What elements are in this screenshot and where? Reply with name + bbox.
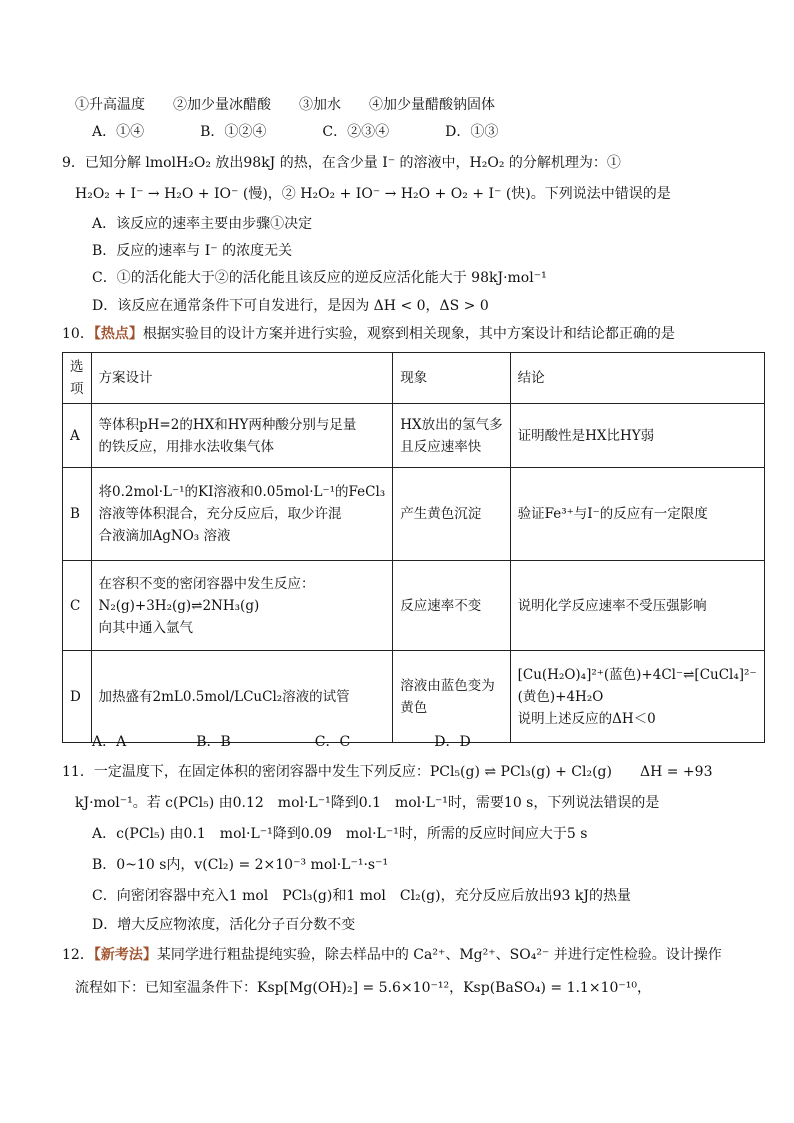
q11-option-c: C．向密闭容器中充入1 mol PCl₃(g)和1 mol Cl₂(g)，充分反应后放出93 kJ的热量 [92, 888, 631, 904]
row-c-conclusion-line: 说明化学反应速率不受压强影响 [517, 597, 707, 614]
row-a-conclusion [510, 404, 764, 468]
row-d-design [91, 651, 393, 743]
header-conclusion: 结论 [510, 353, 764, 404]
row-b-phenomenon [393, 468, 510, 561]
row-b-design-line: 将0.2mol·L⁻¹的KI溶液和0.05mol·L⁻¹的FeCl₃ [98, 484, 386, 500]
row-c-conclusion [510, 561, 764, 651]
row-c-design-line: N₂(g)+3H₂(g)⇌2NH₃(g) [98, 597, 260, 614]
table-header-row [63, 353, 765, 404]
q12-tag-new-method: 【新考法】 [93, 947, 157, 963]
row-c-option: C [63, 561, 92, 651]
row-b-design-line: 溶液等体积混合，充分反应后，取少许混 [98, 506, 342, 522]
q8-options: A．①④ B．①②④ C．②③④ D．①③ [92, 124, 499, 140]
q9-option-d: D．该反应在通常条件下可自发进行，是因为 ΔH < 0，ΔS > 0 [92, 298, 489, 314]
row-a-design [91, 404, 393, 468]
row-d-conclusion [510, 651, 764, 743]
row-a-option: A [63, 404, 92, 468]
row-c-design-line: 在容积不变的密闭容器中发生反应： [98, 575, 315, 592]
row-d-option: D [63, 651, 92, 743]
row-b-conclusion-line: 验证Fe³⁺与I⁻的反应有一定限度 [517, 506, 708, 522]
header-option: 选项 [63, 353, 92, 404]
q11-stem-line1: 11．一定温度下，在固定体积的密闭容器中发生下列反应：PCl₅(g) ⇌ PCl₃(g) + Cl₂(g) ΔH = +93 [62, 764, 713, 780]
row-b-design [91, 468, 393, 561]
row-d-conclusion-line: 说明上述反应的ΔH＜0 [517, 710, 656, 727]
table-row [63, 404, 765, 468]
q12-stem-line1 [62, 945, 722, 965]
row-d-phenomenon-line: 溶液由蓝色变为 [400, 677, 495, 694]
q10-options: A．A B．B C．C D．D [92, 734, 471, 750]
q10-stem-text: 根据实验目的设计方案并进行实验，观察到相关现象，其中方案设计和结论都正确的是 [142, 326, 675, 342]
q9-option-a: A．该反应的速率主要由步骤①决定 [92, 216, 313, 232]
row-b-option: B [63, 468, 92, 561]
row-d-phenomenon [393, 651, 510, 743]
q12-stem-text: 某同学进行粗盐提纯实验，除去样品中的 Ca²⁺、Mg²⁺、SO₄²⁻ 并进行定性检验。设计操作 [156, 947, 722, 963]
q11-stem-line2: kJ·mol⁻¹。若 c(PCl₅) 由0.12 mol·L⁻¹降到0.1 mol·L⁻¹时，需要10 s，下列说法错误的是 [75, 795, 660, 811]
header-phenomenon: 现象 [393, 353, 510, 404]
header-design: 方案设计 [91, 353, 393, 404]
q9-stem-line2: H₂O₂ + I⁻ → H₂O + IO⁻ (慢)，② H₂O₂ + IO⁻ → H₂O + O₂ + I⁻ (快)。下列说法中错误的是 [75, 186, 671, 202]
row-d-phenomenon-line: 黄色 [400, 699, 428, 716]
q12-stem-line2: 流程如下：已知室温条件下：Ksp[Mg(OH)₂] = 5.6×10⁻¹²，Ksp(BaSO₄) = 1.1×10⁻¹⁰， [75, 980, 652, 996]
row-a-design-line: 等体积pH=2的HX和HY两种酸分别与足量 [98, 416, 357, 433]
q10-experiment-table [62, 352, 765, 743]
q12-number: 12． [62, 947, 94, 963]
row-a-phenomenon-line: HX放出的氢气多 [400, 416, 503, 433]
q9-option-b: B．反应的速率与 I⁻ 的浓度无关 [92, 243, 293, 259]
row-c-design-line: 向其中通入氩气 [98, 619, 193, 636]
q10-tag-hot: 【热点】 [93, 326, 143, 342]
row-a-phenomenon-line: 且反应速率快 [400, 438, 482, 455]
q11-option-b: B．0~10 s内，v(Cl₂) = 2×10⁻³ mol·L⁻¹·s⁻¹ [92, 857, 389, 873]
q10-stem [62, 324, 675, 344]
q11-option-d: D．增大反应物浓度，活化分子百分数不变 [92, 917, 356, 933]
table-row [63, 651, 765, 743]
q9-stem-line1: 9．已知分解 lmolH₂O₂ 放出98kJ 的热，在含少量 I⁻ 的溶液中，H₂O₂ 的分解机理为：① [62, 155, 621, 171]
row-d-design-line: 加热盛有2mL0.5mol/LCuCl₂溶液的试管 [98, 688, 350, 705]
row-c-design [91, 561, 393, 651]
row-c-phenomenon [393, 561, 510, 651]
row-b-design-line: 合液滴加AgNO₃ 溶液 [98, 528, 231, 544]
row-a-phenomenon [393, 404, 510, 468]
table-row [63, 561, 765, 651]
row-a-conclusion-line: 证明酸性是HX比HY弱 [517, 427, 655, 444]
q9-option-c: C．①的活化能大于②的活化能且该反应的逆反应活化能大于 98kJ·mol⁻¹ [92, 270, 547, 286]
row-d-conclusion-line: (黄色)+4H₂O [517, 688, 604, 705]
row-b-conclusion [510, 468, 764, 561]
row-d-conclusion-line: [Cu(H₂O)₄]²⁺(蓝色)+4Cl⁻⇌[CuCl₄]²⁻ [517, 666, 757, 683]
q10-number: 10． [62, 326, 94, 342]
row-c-phenomenon-line: 反应速率不变 [400, 597, 482, 614]
row-a-design-line: 的铁反应，用排水法收集气体 [98, 438, 274, 455]
q8-conditions: ①升高温度 ②加少量冰醋酸 ③加水 ④加少量醋酸钠固体 [75, 97, 495, 113]
row-b-phenomenon-line: 产生黄色沉淀 [400, 506, 482, 522]
q11-option-a: A．c(PCl₅) 由0.1 mol·L⁻¹降到0.09 mol·L⁻¹时，所需的反应时间应大于5 s [92, 826, 588, 842]
table-row [63, 468, 765, 561]
